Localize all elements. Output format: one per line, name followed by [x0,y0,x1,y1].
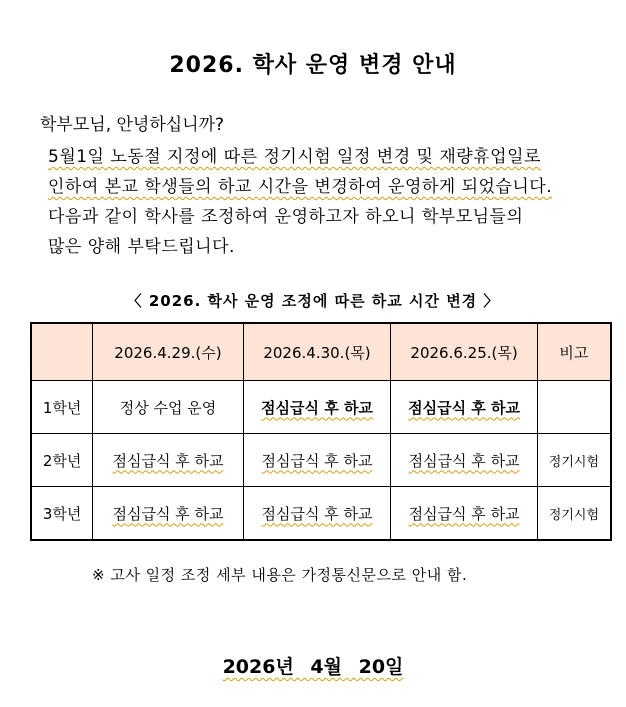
header-cell-date-2: 2026.4.30.(목) [243,323,391,381]
body-line-1: 5월1일 노동절 지정에 따른 정기시험 일정 변경 및 재량휴업일로 [48,147,541,167]
body-line-2: 인하여 본교 학생들의 하교 시간을 변경하여 운영하게 되었습니다. [48,177,553,197]
table-header-row [31,323,611,381]
document-date: 2026년 4월 20일 [222,656,404,678]
table-row [31,434,611,487]
grade-cell: 3학년 [31,487,93,541]
table-title: 〈 2026. 학사 운영 조정에 따른 하교 시간 변경 〉 [126,292,500,310]
table-cell: 점심급식 후 하교 [391,381,538,434]
table-row [31,487,611,541]
header-cell-empty [31,323,93,381]
table-cell: 점심급식 후 하교 [243,434,391,487]
body-line-4: 많은 양해 부탁드립니다. [48,237,235,257]
header-cell-date-1: 2026.4.29.(수) [93,323,244,381]
header-cell-date-3: 2026.6.25.(목) [391,323,538,381]
remarks-cell: 정기시험 [537,487,611,541]
remarks-cell [537,381,611,434]
table-cell: 점심급식 후 하교 [243,381,391,434]
table-cell: 점심급식 후 하교 [93,487,244,541]
table-cell: 점심급식 후 하교 [391,434,538,487]
table-cell: 점심급식 후 하교 [391,487,538,541]
table-row [31,381,611,434]
greeting: 학부모님, 안녕하십니까? [40,115,225,135]
header-cell-remarks: 비고 [537,323,611,381]
document-title: 2026. 학사 운영 변경 안내 [169,53,457,78]
remarks-cell: 정기시험 [537,434,611,487]
body-line-3: 다음과 같이 학사를 조정하여 운영하고자 하오니 학부모님들의 [48,207,524,227]
grade-cell: 2학년 [31,434,93,487]
footnote: ※ 고사 일정 조정 세부 내용은 가정통신문으로 안내 함. [92,566,468,584]
table-cell: 점심급식 후 하교 [243,487,391,541]
table-cell: 점심급식 후 하교 [93,434,244,487]
grade-cell: 1학년 [31,381,93,434]
schedule-table [30,322,612,541]
table-cell: 정상 수업 운영 [93,381,244,434]
